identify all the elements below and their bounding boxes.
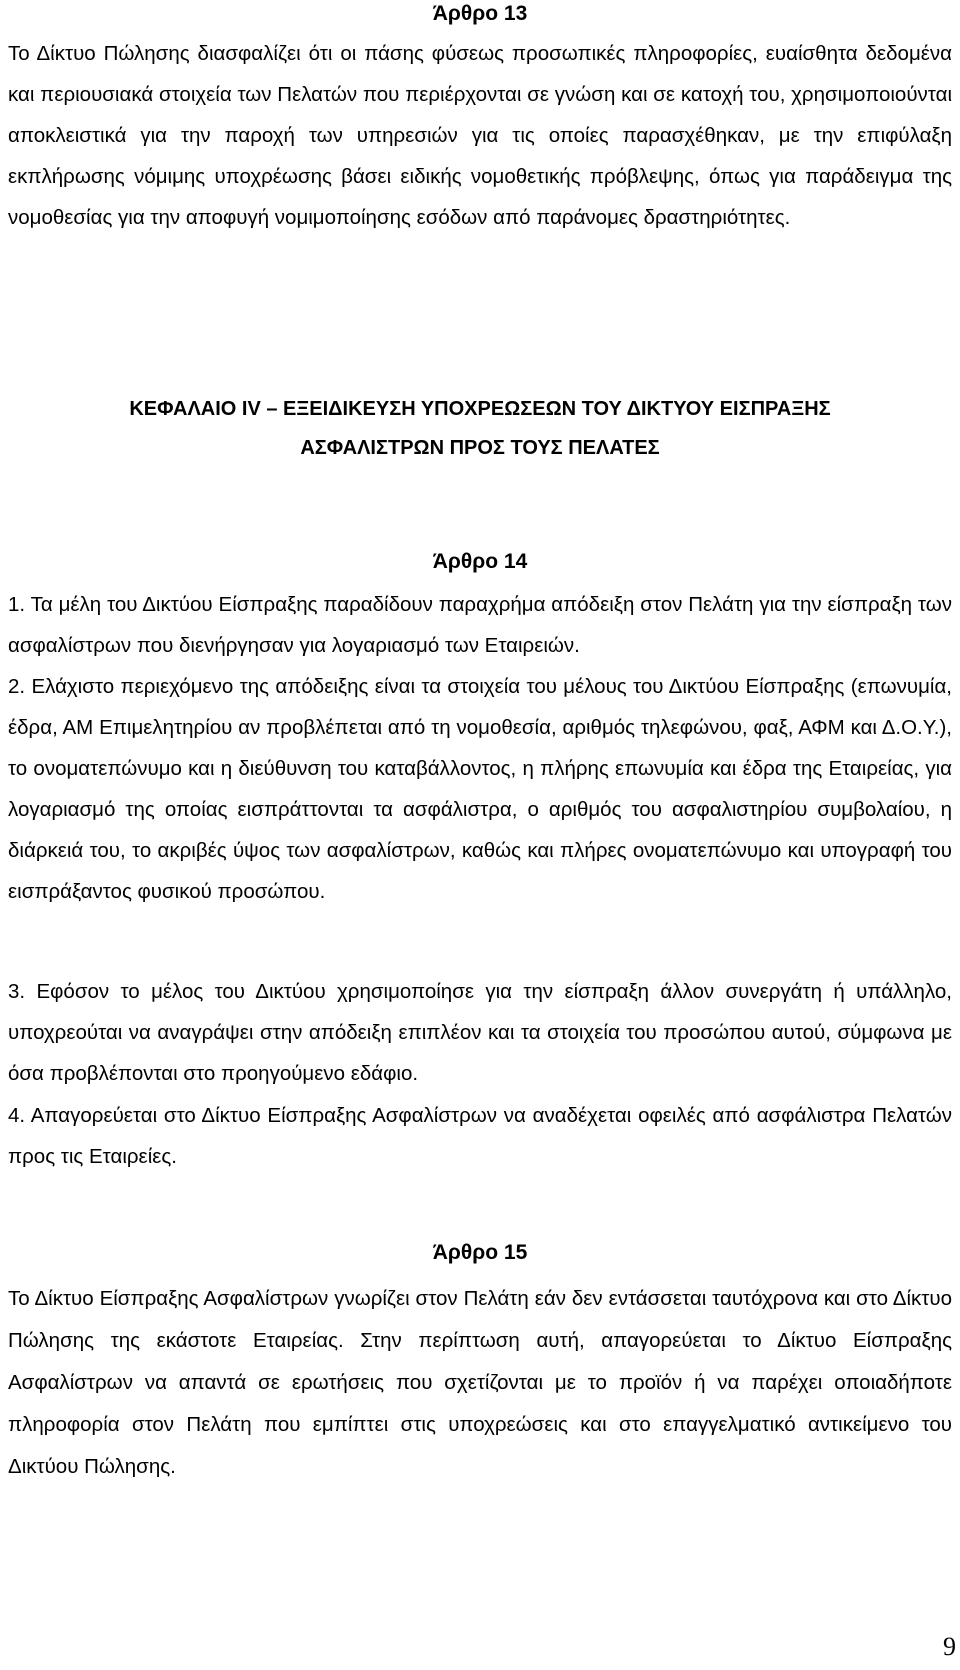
article-14-heading: Άρθρο 14 <box>432 550 528 573</box>
article-14-item-4: 4. Απαγορεύεται στο Δίκτυο Είσπραξης Ασφαλίστρων να αναδέχεται οφειλές από ασφάλιστρα Πελατών προς τις Εταιρείες. <box>8 1104 952 1168</box>
article-14-item-2: 2. Ελάχιστο περιεχόμενο της απόδειξης είναι τα στοιχεία του μέλους του Δικτύου Είσπραξης (επωνυμία, έδρα, ΑΜ Επιμελητηρίου αν προβλέπεται από τη νομοθεσία, αριθμός τηλεφώνου, φαξ, ΑΦΜ και Δ.Ο.Υ.), το ονοματεπώνυμο και η διεύθυνση του καταβάλλοντος, η πλήρης επωνυμία και έδρα της Εταιρείας, για λογαριασμό της οποίας εισπράττονται τα ασφάλιστρα, ο αριθμός του ασφαλιστηρίου συμβολαίου, η διάρκειά του, το ακριβές ύψος των ασφαλίστρων, καθώς και πλήρες ονοματεπώνυμο και υπογραφή του εισπράξαντος φυσικού προσώπου. <box>8 675 952 903</box>
article-13-heading: Άρθρο 13 <box>432 2 528 25</box>
article-14-item-1: 1. Τα μέλη του Δικτύου Είσπραξης παραδίδουν παραχρήμα απόδειξη στον Πελάτη για την είσπραξη των ασφαλίστρων που διενήργησαν για λογαριασμό των Εταιρειών. <box>8 593 952 657</box>
article-13-body: Το Δίκτυο Πώλησης διασφαλίζει ότι οι πάσης φύσεως προσωπικές πληροφορίες, ευαίσθητα δεδομένα και περιουσιακά στοιχεία των Πελατών που περιέρχονται σε γνώση και σε κατοχή του, χρησιμοποιούνται αποκλειστικά για την παροχή των υπηρεσιών για τις οποίες παρασχέθηκαν, με την επιφύλαξη εκπλήρωσης νόμιμης υποχρέωσης βάσει ειδικής νομοθετικής πρόβλεψης, όπως για παράδειγμα της νομοθεσίας για την αποφυγή νομιμοποίησης εσόδων από παράνομες δραστηριότητες. <box>8 42 952 229</box>
chapter-4-title-line-2: ΑΣΦΑΛΙΣΤΡΩΝ ΠΡΟΣ ΤΟΥΣ ΠΕΛΑΤΕΣ <box>300 437 660 459</box>
article-15-heading: Άρθρο 15 <box>432 1241 528 1264</box>
page-number: 9 <box>943 1632 956 1661</box>
article-14-item-3: 3. Εφόσον το μέλος του Δικτύου χρησιμοποίησε για την είσπραξη άλλον συνεργάτη ή υπάλληλο, υποχρεούται να αναγράψει στην απόδειξη επιπλέον και τα στοιχεία του προσώπου αυτού, σύμφωνα με όσα προβλέπονται στο προηγούμενο εδάφιο. <box>8 980 952 1085</box>
chapter-4-title-line-1: ΚΕΦΑΛΑΙΟ IV – ΕΞΕΙΔΙΚΕΥΣΗ ΥΠΟΧΡΕΩΣΕΩΝ ΤΟΥ ΔΙΚΤΥΟΥ ΕΙΣΠΡΑΞΗΣ <box>129 398 831 420</box>
article-15-body: Το Δίκτυο Είσπραξης Ασφαλίστρων γνωρίζει στον Πελάτη εάν δεν εντάσσεται ταυτόχρονα και στο Δίκτυο Πώλησης της εκάστοτε Εταιρείας. Στην περίπτωση αυτή, απαγορεύεται το Δίκτυο Είσπραξης Ασφαλίστρων να απαντά σε ερωτήσεις που σχετίζονται με το προϊόν ή να παρέχει οποιαδήποτε πληροφορία στον Πελάτη που εμπίπτει στις υποχρεώσεις και στο επαγγελματικό αντικείμενο του Δικτύου Πώλησης. <box>8 1287 952 1478</box>
document-page <box>8 0 952 1670</box>
